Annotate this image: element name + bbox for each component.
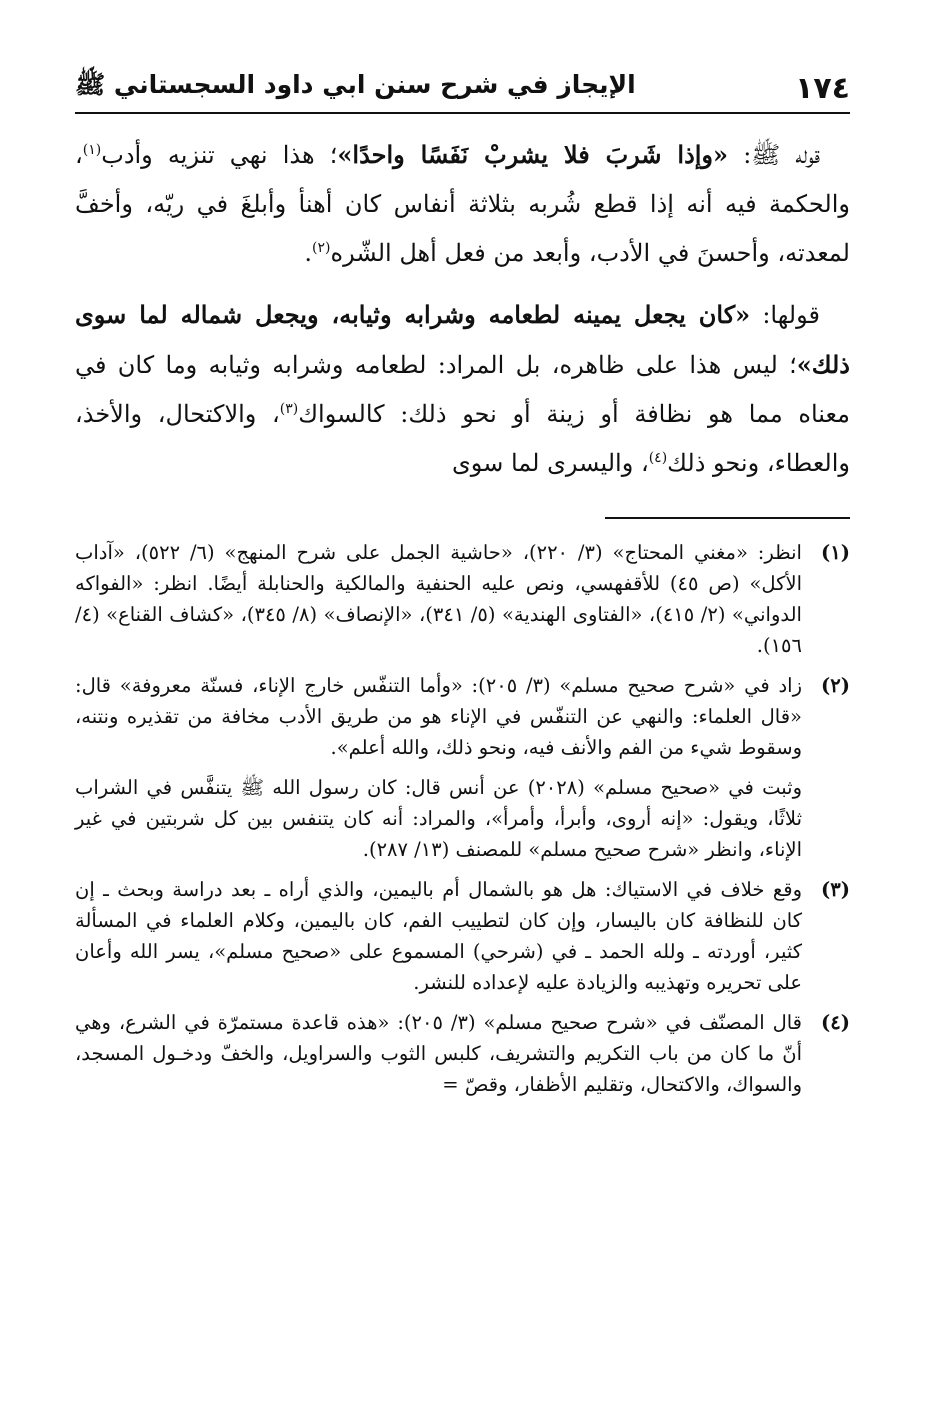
p2-text-b: ، والاكتحال، والأخذ، والعطاء، ونحو ذلك [75,400,850,477]
footnote-ref-3[interactable]: (٣) [279,401,299,417]
hadith-quote-2: «كان يجعل يمينه لطعامه وشرابه وثيابه، ويجعل شماله لما سوى ذلك» [75,300,850,379]
footnote-2-continuation: وثبت في «صحيح مسلم» (٢٠٢٨) عن أنس قال: كان رسول الله ﷺ يتنفَّس في الشراب ثلاثًا، ويقول: «إنه أروى، وأبرأ، وأمرأ»، والمراد: أنه كان يتنفس بين كل شربتين في غير الإناء، وانظر «شرح صحيح مسلم» للمصنف (١٣/ ٢٨٧). [75,776,802,861]
footnotes [75,537,850,1109]
p2-text-a: ؛ ليس هذا على ظاهره، بل المراد: لطعامه وشرابه وثيابه وما كان في معناه مما هو نظافة أو زينة أو نحو ذلك: كالسواك [75,351,850,428]
footnote-ref-4[interactable]: (٤) [648,450,668,466]
footnote-number: (٢) [821,674,850,697]
footnote-ref-1[interactable]: (١) [82,142,102,158]
running-title: الإيجاز في شرح سنن ابي داود السجستاني ﷺ [75,70,636,99]
page-number: ١٧٤ [795,71,850,106]
footnote-text: انظر: «مغني المحتاج» (٣/ ٢٢٠)، «حاشية الجمل على شرح المنهج» (٦/ ٥٢٢)، «آداب الأكل» (ص ٤٥) للأقفهسي، ونص عليه الحنفية والمالكية والحنابلة أيضًا. انظر: «الفواكه الدواني» (٢/ ٤١٥)، «الفتاوى الهندية» (٥/ ٣٤١)، «الإنصاف» (٨/ ٣٤٥)، «كشاف القناع» (٤/ ١٥٦). [75,541,802,657]
footnote-text: وقع خلاف في الاستياك: هل هو بالشمال أم باليمين، والذي أراه ـ بعد دراسة وبحث ـ إن كان للنظافة كان باليسار، وإن كان لتطييب الفم، كان باليمين، وكلام العلماء في المسألة كثير، أوردته ـ ولله الحمد ـ في (شرحي) المسموع على «صحيح مسلم»، يسر الله وأعان على تحريره وتهذيبه والزيادة عليه لإعداده للنشر. [75,878,802,994]
paragraph-2 [75,290,850,488]
footnote-number: (٤) [821,1011,850,1034]
main-text [75,130,850,500]
footnote-text: زاد في «شرح صحيح مسلم» (٣/ ٢٠٥): «وأما التنفّس خارج الإناء، فسنّة معروفة» قال: «قال العلماء: والنهي عن التنفّس في الإناء هو من طريق الأدب مخافة من تقذيره ونتنه، وسقوط شيء من الفم والأنف فيه، ونحو ذلك، والله أعلم». [75,674,802,759]
footnote-number: (١) [821,541,850,564]
p1-text-b: ، والحكمة فيه أنه إذا قطع شُربه بثلاثة أنفاس كان أهنأ وأبلغَ في ريّه، وأخفَّ لمعدته، وأحسنَ في الأدب، وأبعد من فعل أهل الشّره [75,141,850,267]
footnote-2 [75,670,850,763]
page-header [75,60,850,114]
footnote-separator [605,517,850,519]
p1-intro: قوله ﷺ: [728,141,820,169]
footnote-number: (٣) [821,878,850,901]
footnote-ref-2[interactable]: (٢) [312,240,331,256]
p1-text-c: . [304,239,313,267]
p2-text-c: ، واليسرى لما سوى [452,449,649,477]
p2-intro: قولها: [750,301,820,329]
footnote-4 [75,1007,850,1100]
hadith-quote-1: «وإذا شَربَ فلا يشربْ نَفَسًا واحدًا» [337,140,729,169]
footnote-1 [75,537,850,661]
p1-text-a: ؛ هذا نهي تنزيه وأدب [101,141,338,169]
footnote-3 [75,874,850,998]
paragraph-1 [75,130,850,278]
footnote-text: قال المصنّف في «شرح صحيح مسلم» (٣/ ٢٠٥): «هذه قاعدة مستمرّة في الشرع، وهي أنّ ما كان من باب التكريم والتشريف، كلبس الثوب والسراويل، والخفّ ودخـول المسجد، والسواك، والاكتحال، وتقليم الأظفار، وقصّ = [75,1011,802,1096]
